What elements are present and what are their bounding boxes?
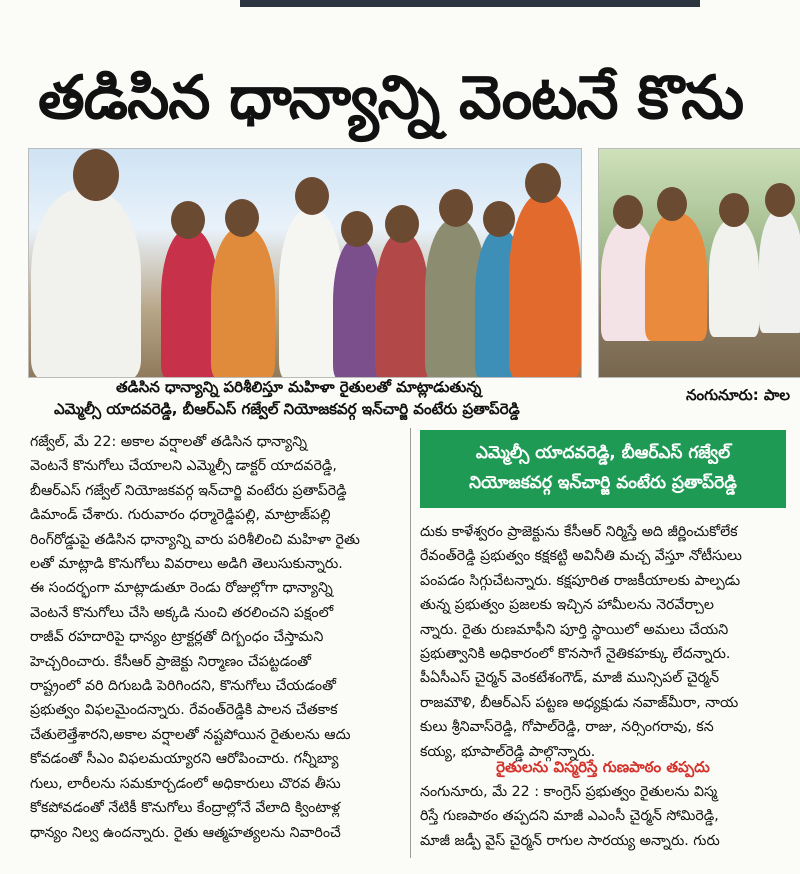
text-line: దుకు కాళేశ్వరం ప్రాజెక్టును కేసీఆర్ నిర్మిస్తే అది జీర్ణించుకోలేక	[420, 524, 738, 540]
headline: తడిసిన ధాన్యాన్ని వెంటనే కొను	[38, 63, 744, 133]
text-line: ప్రభుత్వానికి అధికారంలో కొనసాగే నైతికహక్కు లేదన్నారు.	[420, 646, 731, 663]
text-line: లతో మాట్లాడి కొనుగోలు వివరాలు అడిగి తెలుసుకున్నారు.	[30, 556, 343, 573]
text-line: రాష్ట్రంలో వరి దిగుబడి పెరిగిందని, కొనుగోలు చేయడంతో	[30, 678, 336, 695]
text-line: ఈ సందర్భంగా మాట్లాడుతూ రెండు రోజుల్లోగా ధాన్యాన్ని	[30, 580, 333, 597]
text-line: పంపడం సిగ్గుచేటన్నారు. కక్షపూరిత రాజకీయాలకు పాల్పడు	[420, 572, 741, 589]
text-line: న్నారు. రైతు రుణమాఫీని పూర్తి స్థాయిలో అమలు చేయని	[420, 621, 729, 638]
text-line: కోకపోవడంతో నేటికీ కొనుగోలు కేంద్రాల్లోనే వేలాది క్వింటాళ్ల	[30, 800, 341, 817]
text-line: రింగ్‌రోడ్డుపై తడిసిన ధాన్యాన్ని వారు పరిశీలించి మహిళా రైతు	[30, 531, 360, 548]
text-line: గజ్వేల్, మే 22: అకాల వర్షాలతో తడిసిన ధాన్యాన్ని	[30, 434, 308, 450]
column-divider	[410, 428, 411, 858]
highlight-box	[420, 430, 786, 508]
photo-caption-line-1: తడిసిన ధాన్యాన్ని పరిశీలిస్తూ మహిళా రైతులతో మాట్లాడుతున్న	[116, 378, 482, 396]
text-line: రేవంత్‌రెడ్డి ప్రభుత్వం కక్షకట్టి అవినీతి మచ్చ వేస్తూ నోటీసులు	[420, 548, 742, 565]
news-photo-main	[28, 148, 582, 378]
text-line: కులు శ్రీనివాస్‌రెడ్డి, గోపాల్‌రెడ్డి, రాజు, నర్సింగరావు, కన	[420, 719, 714, 736]
text-line: నంగునూరు, మే 22 : కాంగ్రెస్ ప్రభుత్వం రైతులను విస్మ	[420, 784, 718, 800]
highlight-line: ఎమ్మెల్సీ యాదవరెడ్డి, బీఆర్ఎస్ గజ్వేల్	[475, 443, 731, 463]
text-line: పీఏసీఎస్ చైర్మన్ వెంకటేశంగౌడ్, మాజీ మున్సిపల్ చైర్మన్	[420, 670, 720, 687]
text-line: వెంటనే కొనుగోలు చేయాలని ఎమ్మెల్సీ డాక్టర్ యాదవరెడ్డి,	[30, 458, 337, 475]
text-line: కయ్య, భూపాల్‌రెడ్డి పాల్గొన్నారు.	[420, 743, 596, 760]
text-line: చేతులెత్తేశారని,అకాల వర్షాలతో నష్టపోయిన రైతులను ఆదు	[30, 726, 351, 743]
text-line: కోవడంతో సీఎం విఫలమయ్యారని ఆరోపించారు. గన్నీబ్యా	[30, 751, 339, 768]
highlight-line: నియోజకవర్గ ఇన్‌చార్జి వంటేరు ప్రతాప్‌రెడ్డి	[469, 473, 737, 493]
article-subheading: రైతులను విస్మరిస్తే గుణపాఠం తప్పదు	[496, 758, 710, 776]
text-line: ధాన్యం నిల్వ ఉందన్నారు. రైతు ఆత్మహత్యలను నివారించే	[30, 824, 341, 841]
text-line: డిమాండ్ చేశారు. గురువారం ధర్మారెడ్డిపల్లి, మాట్రాజ్‌పల్లి	[30, 507, 331, 524]
text-line: రాజమౌళి, బీఆర్ఎస్ పట్టణ అధ్యక్షుడు నవాజ్‌మీరా, నాయ	[420, 694, 739, 711]
news-photo-side	[598, 148, 800, 378]
article-left-column	[30, 430, 402, 845]
text-line: రిస్తే గుణపాఠం తప్పదని మాజీ ఎఎంసీ చైర్మన్ సోమిరెడ్డి,	[420, 808, 719, 825]
photo-caption-line-2: ఎమ్మెల్సీ యాదవరెడ్డి, బీఆర్ఎస్ గజ్వేల్ నియోజకవర్గ ఇన్‌చార్జి వంటేరు ప్రతాప్‌రెడ్డి	[54, 400, 520, 418]
text-line: ప్రభుత్వం విఫలమైందన్నారు. రేవంత్‌రెడ్డికి పాలన చేతకాక	[30, 702, 338, 719]
text-line: వెంటనే కొనుగోలు చేసి అక్కడి నుంచి తరలించని పక్షంలో	[30, 604, 334, 621]
text-line: బీఆర్ఎస్ గజ్వేల్ నియోజకవర్గ ఇన్‌చార్జి వంటేరు ప్రతాప్‌రెడ్డి	[30, 482, 347, 499]
article-right-column-2	[420, 780, 786, 853]
masthead-bar	[240, 0, 700, 7]
text-line: మాజీ జడ్పీ వైస్ చైర్మన్ రాగుల సారయ్య అన్నారు. గురు	[420, 832, 720, 849]
article-right-column	[420, 520, 786, 764]
photo-side-caption: నంగునూరు: పాల	[686, 386, 791, 404]
text-line: గులు, లారీలను సమకూర్చడంలో అధికారులు చొరవ తీసు	[30, 775, 341, 792]
text-line: హెచ్చరించారు. కేసీఆర్ ప్రాజెక్టు నిర్మాణం చేపట్టడంతో	[30, 653, 312, 670]
text-line: తున్న ప్రభుత్వం ప్రజలకు ఇచ్చిన హామీలను నెరవేర్చాల	[420, 597, 714, 614]
text-line: రాజీవ్ రహదారిపై ధాన్యం ట్రాక్టర్లతో దిగ్బంధం చేస్తామని	[30, 629, 324, 646]
